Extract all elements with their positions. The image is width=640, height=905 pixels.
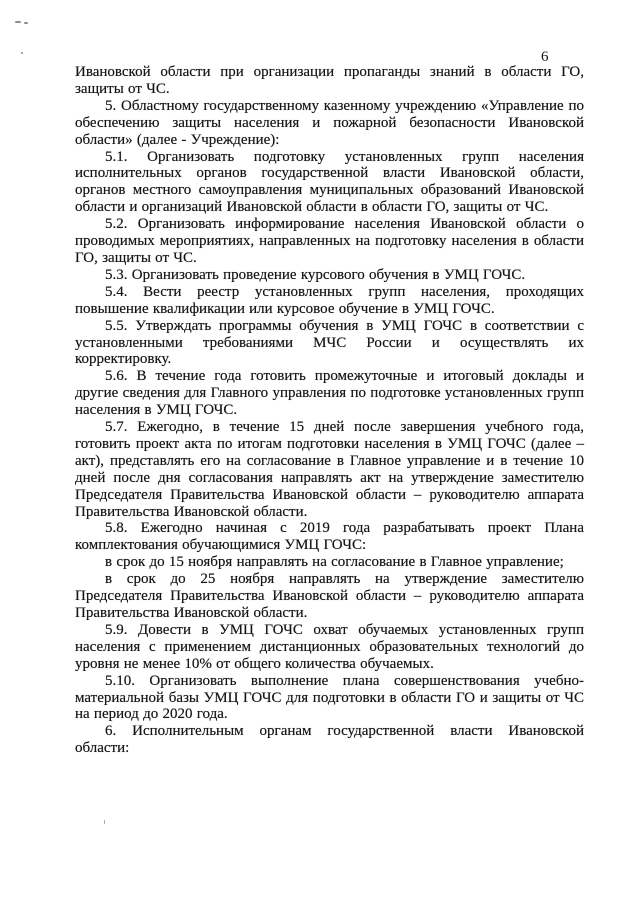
scan-speck <box>21 52 23 54</box>
paragraph: 5.2. Организовать информирование населения Ивановской области о проводимых мероприятиях, направленных на подготовку населения в области ГО, защиты от ЧС. <box>75 216 584 266</box>
paragraph: Ивановской области при организации пропаганды знаний в области ГО, защиты от ЧС. <box>75 64 584 97</box>
page-number: 6 <box>541 49 549 65</box>
paragraph: в срок до 25 ноября направлять на утверждение заместителю Председателя Правительства Ивановской области – руководителю аппарата Правительства Ивановской области. <box>75 571 584 621</box>
paragraph: 6. Исполнительным органам государственной власти Ивановской области: <box>75 723 584 757</box>
paragraph: 5.9. Довести в УМЦ ГОЧС охват обучаемых установленных групп населения с применением дистанционных образовательных технологий до уровня не менее 10% от общего количества обучаемых. <box>75 621 584 672</box>
scan-speck <box>24 22 28 24</box>
paragraph: в срок до 15 ноября направлять на согласование в Главное управление; <box>105 554 564 571</box>
paragraph: 5.1. Организовать подготовку установленных групп населения исполнительных органов государственной власти Ивановской области, органов местного самоуправления муниципальных образований Ивановской области и организаций Ивановской области в области ГО, защиты от ЧС. <box>75 148 584 216</box>
paragraph: 5.10. Организовать выполнение плана совершенствования учебно-материальной базы УМЦ ГОЧС для подготовки в области ГО и защиты от ЧС на период до 2020 года. <box>75 672 584 723</box>
scan-speck <box>104 820 105 824</box>
paragraph: 5.8. Ежегодно начиная с 2019 года разрабатывать проект Плана комплектования обучающимися УМЦ ГОЧС: <box>75 520 584 554</box>
document-text-block <box>75 64 584 757</box>
paragraph: 5.6. В течение года готовить промежуточные и итоговый доклады и другие сведения для Главного управления по подготовке установленных групп населения в УМЦ ГОЧС. <box>75 368 584 419</box>
scan-speck <box>15 21 21 23</box>
paragraph: 5.5. Утверждать программы обучения в УМЦ ГОЧС в соответствии с установленными требованиями МЧС России и осуществлять их корректировку. <box>75 317 584 368</box>
paragraph: 5.7. Ежегодно, в течение 15 дней после завершения учебного года, готовить проект акта по итогам подготовки населения в УМЦ ГОЧС (далее – акт), представлять его на согласование в Главное управление и в течение 10 дней после дня согласования направлять акт на утверждение заместителю Председателя Правительства Ивановской области – руководителю аппарата Правительства Ивановской области. <box>75 419 584 520</box>
paragraph: 5.4. Вести реестр установленных групп населения, проходящих повышение квалификации или курсовое обучение в УМЦ ГОЧС. <box>75 283 584 317</box>
paragraph: 5. Областному государственному казенному учреждению «Управление по обеспечению защиты населения и пожарной безопасности Ивановской области» (далее - Учреждение): <box>75 97 584 148</box>
paragraph: 5.3. Организовать проведение курсового обучения в УМЦ ГОЧС. <box>105 266 526 283</box>
